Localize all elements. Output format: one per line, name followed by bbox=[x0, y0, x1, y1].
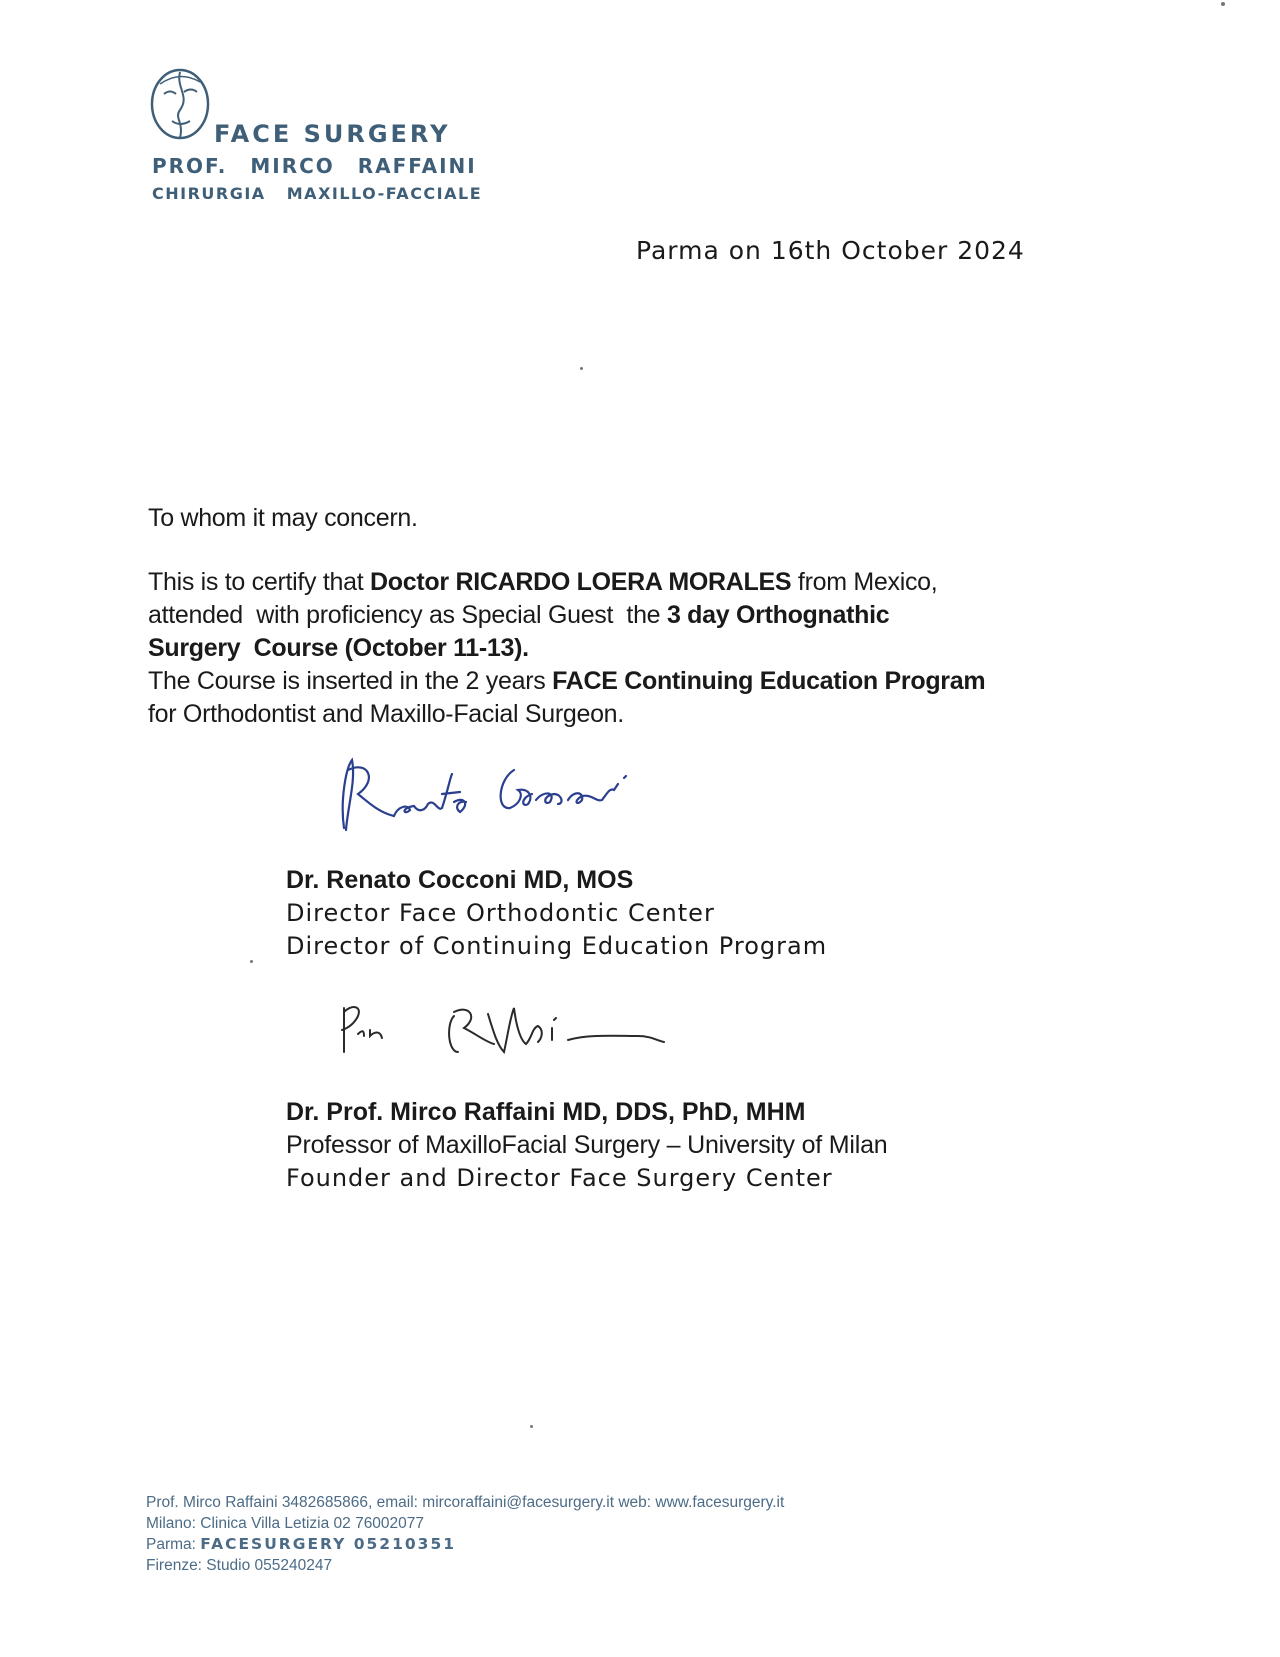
paragraph-line bbox=[148, 566, 985, 599]
signatory-role: Founder and Director Face Surgery Center bbox=[286, 1164, 833, 1192]
doctor-name: Doctor RICARDO LOERA MORALES bbox=[370, 568, 792, 596]
footer-label: Parma: bbox=[146, 1536, 201, 1553]
signatory-cocconi bbox=[286, 864, 827, 963]
footer-brand-phone: FACESURGERY 05210351 bbox=[200, 1535, 457, 1553]
text-run: attended with proficiency as Special Guest the bbox=[148, 601, 667, 629]
program-name: FACE Continuing Education Program bbox=[552, 667, 986, 695]
signatory-name: Dr. Prof. Mirco Raffaini MD, DDS, PhD, MHM bbox=[286, 1098, 806, 1126]
course-title-cont: Surgery Course (October 11-13). bbox=[148, 634, 529, 662]
certification-paragraph bbox=[148, 566, 985, 731]
scan-speck bbox=[580, 367, 583, 370]
letterhead-specialty: CHIRURGIA MAXILLO-FACCIALE bbox=[152, 184, 483, 203]
face-mask-icon bbox=[150, 66, 218, 146]
signature-cocconi bbox=[338, 750, 678, 840]
footer-line: Firenze: Studio 055240247 bbox=[146, 1557, 333, 1574]
footer-contacts bbox=[146, 1492, 784, 1576]
signatory-raffaini bbox=[286, 1096, 888, 1195]
paragraph-line bbox=[148, 698, 985, 731]
signatory-role: Director Face Orthodontic Center bbox=[286, 899, 715, 927]
letterhead-professor: PROF. MIRCO RAFFAINI bbox=[152, 154, 477, 178]
letter-date: Parma on 16th October 2024 bbox=[636, 236, 1025, 265]
text-run: This is to certify that bbox=[148, 568, 371, 596]
text-run: The Course is inserted in the 2 years bbox=[148, 667, 553, 695]
course-title: 3 day Orthognathic bbox=[666, 601, 890, 629]
text-run: from Mexico, bbox=[791, 568, 938, 596]
scan-speck bbox=[250, 960, 253, 963]
signature-raffaini bbox=[338, 994, 698, 1074]
footer-line bbox=[146, 1534, 784, 1555]
paragraph-line bbox=[148, 599, 985, 632]
letterhead bbox=[150, 66, 510, 206]
signatory-role: Director of Continuing Education Program bbox=[286, 932, 828, 960]
text-run: for Orthodontist and Maxillo-Facial Surgeon. bbox=[148, 700, 624, 728]
brand-name: FACE SURGERY bbox=[214, 120, 451, 148]
signatory-role: Professor of MaxilloFacial Surgery – University of Milan bbox=[286, 1131, 888, 1159]
paragraph-line bbox=[148, 665, 985, 698]
signatory-name: Dr. Renato Cocconi MD, MOS bbox=[286, 866, 634, 894]
scan-speck bbox=[530, 1425, 533, 1428]
footer-line: Milano: Clinica Villa Letizia 02 76002077 bbox=[146, 1515, 425, 1532]
greeting: To whom it may concern. bbox=[148, 504, 418, 532]
paragraph-line bbox=[148, 632, 985, 665]
scan-speck bbox=[1221, 2, 1225, 6]
footer-line: Prof. Mirco Raffaini 3482685866, email: mircoraffaini@facesurgery.it web: www.facesurgery.it bbox=[146, 1494, 785, 1511]
